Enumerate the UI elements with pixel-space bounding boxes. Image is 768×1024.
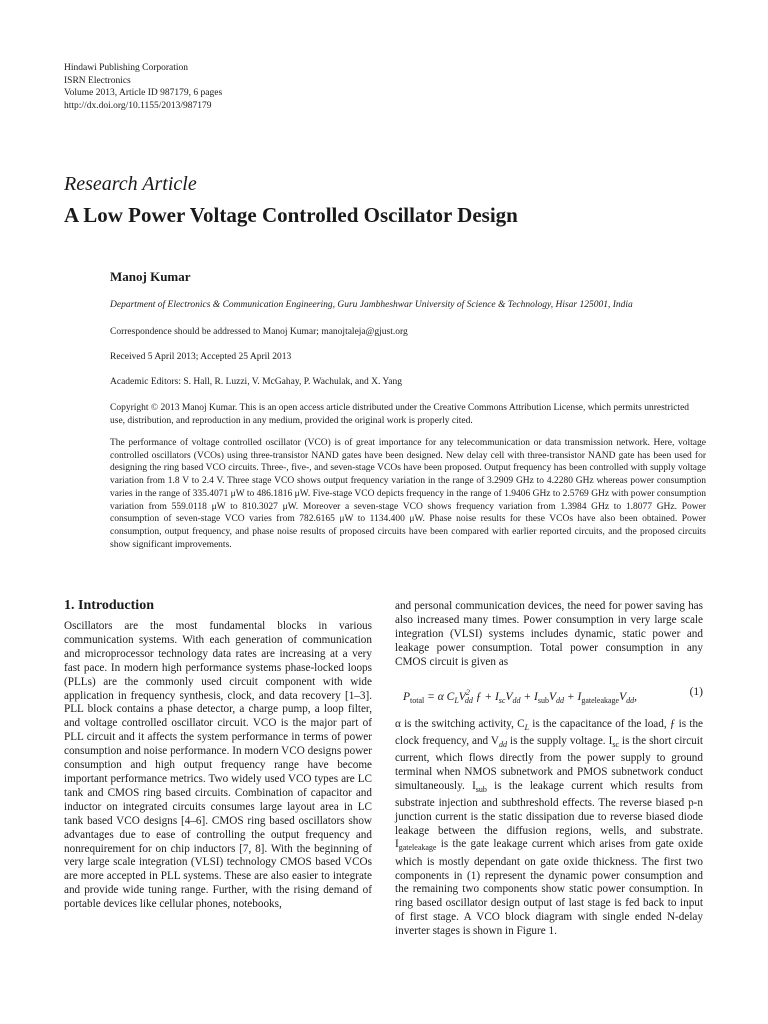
author-affiliation: Department of Electronics & Communication Engineering, Guru Jambheshwar University of Science & Technology, Hisar 125001, India bbox=[110, 300, 633, 310]
equation-number: (1) bbox=[689, 685, 703, 698]
abstract: The performance of voltage controlled oscillator (VCO) is of great importance for any telecommunication or data transmission network. Here, voltage controlled oscillators (VCOs) using three-transistor NAND gates have been designed. New delay cell with three-transistor NAND gate has been used for designing the ring based VCO circuits. Three-, five-, and seven-stage VCOs have been proposed. Output frequency has been controlled with supply voltage variation from 1.8 V to 2.4 V. Three stage VCO shows output frequency variation in the range of 3.2909 GHz to 4.2280 GHz whereas power consumption varies in the range of 335.4071 μW to 486.1816 μW. Five-stage VCO depicts frequency in the range of 1.9406 GHz to 2.5769 GHz with power consumption variation from 559.0118 μW to 810.3027 μW. Moreover a seven-stage VCO shows frequency variation from 1.3984 GHz to 1.8077 GHz. Power consumption of seven-stage VCO varies from 782.6165 μW to 1134.400 μW. Phase noise results for these VCOs have also been obtained. Power consumption, output frequency, and phase noise results of proposed circuits have been compared with earlier reported circuits, and the proposed circuits show significant improvements. bbox=[110, 438, 706, 550]
author-name: Manoj Kumar bbox=[110, 269, 191, 284]
article-type: Research Article bbox=[64, 173, 197, 195]
journal-header bbox=[64, 62, 222, 112]
equation-expression: $P_{total} = \alpha$ $C_LV^2_{dd}$ ƒ + $I_{sc}V_{dd} + I_{sub}V_{dd} + I_{gateleakage}V_{dd}$, bbox=[403, 687, 637, 705]
figure-link[interactable]: Figure 1 bbox=[516, 925, 555, 938]
volume-info: Volume 2013, Article ID 987179, 6 pages bbox=[64, 88, 223, 98]
publisher: Hindawi Publishing Corporation bbox=[64, 63, 189, 73]
right-column bbox=[395, 600, 703, 939]
power-equation bbox=[395, 684, 703, 706]
received-dates: Received 5 April 2013; Accepted 25 April 2013 bbox=[110, 352, 292, 362]
doi-link[interactable]: http://dx.doi.org/10.1155/2013/987179 bbox=[64, 100, 212, 111]
left-column bbox=[64, 598, 372, 912]
section-heading: 1. Introduction bbox=[64, 598, 154, 613]
correspondence: Correspondence should be addressed to Manoj Kumar; manojtaleja@gjust.org bbox=[110, 327, 408, 337]
academic-editors: Academic Editors: S. Hall, R. Luzzi, V. McGahay, P. Wachulak, and X. Yang bbox=[110, 377, 403, 387]
copyright-notice: Copyright © 2013 Manoj Kumar. This is an open access article distributed under the Creative Commons Attribution License, which permits unrestricted use, distribution, and reproduction in any medium, provided the original work is properly cited. bbox=[110, 403, 690, 426]
paper-title: A Low Power Voltage Controlled Oscillator Design bbox=[64, 203, 518, 227]
journal-name: ISRN Electronics bbox=[64, 75, 131, 86]
equation-explanation: α is the switching activity, $C_L$ is the capacitance of the load, ƒ is the clock frequency, and $V_{dd}$ is the supply voltage. $I_{sc}$ is the short circuit current, which flows directly from the power supply to ground terminal when NMOS subnetwork and PMOS subnetwork conduct simultaneously. $I_{sub}$ is the leakage current which results from substrate injection and subthreshold effects. The reverse biased p-n junction current is the static dissipation due to reverse biased diode leakage between the diffusion regions, wells, and substrate. $I_{gateleakage}$ is the gate leakage current which arises from gate oxide which is mostly dependant on gate oxide thickness. The first two components in (1) represent the dynamic power consumption and the remaining two components show static power consumption. In ring based oscillator design output of last stage is fed back to input of first stage. A VCO block diagram with single ended N-delay inverter stages is shown in Figure 1. bbox=[395, 717, 703, 938]
intro-paragraph: Oscillators are the most fundamental blocks in various communication systems. With each generation of communication and microprocessor technology data rates are increasing at a very fast pace. In modern high performance systems phase-locked loops (PLLs) are the commonly used circuit component with wide application in frequency synthesis, clock, and data recovery [1–3]. PLL block contains a phase detector, a charge pump, a loop filter, and voltage controlled oscillator circuit. VCO is the major part of PLL circuit and it affects the system performance in terms of power consumption and noise performance. In modern VCO designs power consumption and high output frequency range have become important performance metrics. Two widely used VCO types are LC tank and CMOS ring based circuits. Combination of capacitor and inductor on integrated circuits consumes large layout area in LC tank based VCO designs [4–6]. CMOS ring based oscillators show advantages due to ease of controlling the output frequency and nonrequirement for on chip inductors [7, 8]. With the beginning of very large scale integration (VLSI) technology CMOS based VCOs are more accepted in PLL systems. These are also easier to integrate and provide wide tuning range. Further, with the rising demand of portable devices like cellular phones, notebooks, bbox=[64, 620, 372, 911]
intro-paragraph-continued: and personal communication devices, the need for power saving has also increased many times. Power consumption in very large scale integration (VLSI) systems includes dynamic, static power and leakage power consumption. Total power consumption in any CMOS circuit is given as bbox=[395, 600, 703, 668]
